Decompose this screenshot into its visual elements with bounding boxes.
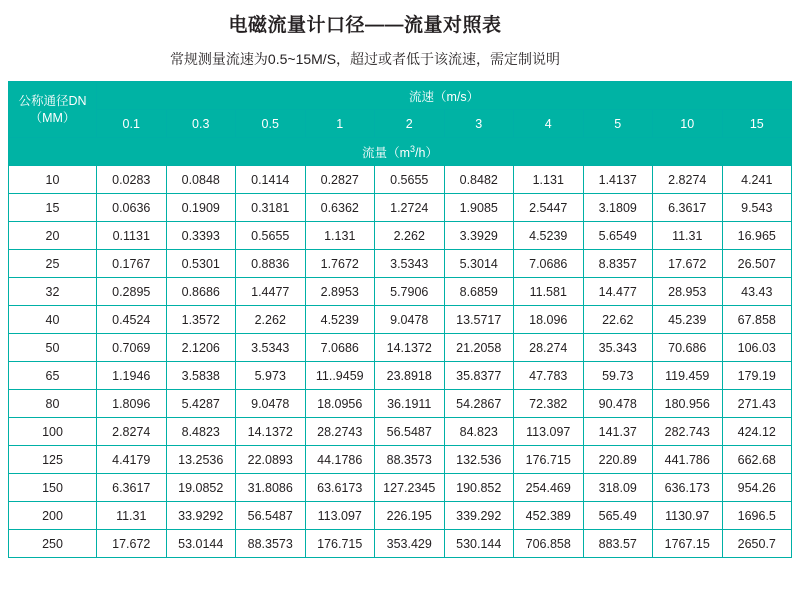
header-cell-flow-group <box>9 138 792 166</box>
cell-value: 0.3181 <box>236 194 306 222</box>
cell-value: 3.5343 <box>236 334 306 362</box>
cell-value: 2.262 <box>236 306 306 334</box>
cell-value: 56.5487 <box>236 502 306 530</box>
cell-value: 43.43 <box>722 278 792 306</box>
cell-value: 176.715 <box>514 446 584 474</box>
header-cell-velocity-3: 1 <box>305 110 375 138</box>
table-body <box>9 166 792 558</box>
table-row <box>9 250 792 278</box>
header-cell-velocity-6: 4 <box>514 110 584 138</box>
cell-value: 0.8686 <box>166 278 236 306</box>
cell-value: 106.03 <box>722 334 792 362</box>
cell-value: 3.3929 <box>444 222 514 250</box>
cell-value: 84.823 <box>444 418 514 446</box>
row-header-dn: 80 <box>9 390 97 418</box>
cell-value: 7.0686 <box>305 334 375 362</box>
cell-value: 2650.7 <box>722 530 792 558</box>
table-row <box>9 474 792 502</box>
cell-value: 141.37 <box>583 418 653 446</box>
header-cell-velocity-group: 流速（m/s） <box>97 82 792 110</box>
row-header-dn: 125 <box>9 446 97 474</box>
cell-value: 28.274 <box>514 334 584 362</box>
cell-value: 11..9459 <box>305 362 375 390</box>
cell-value: 0.1414 <box>236 166 306 194</box>
table-row <box>9 222 792 250</box>
cell-value: 339.292 <box>444 502 514 530</box>
cell-value: 176.715 <box>305 530 375 558</box>
cell-value: 1.3572 <box>166 306 236 334</box>
cell-value: 26.507 <box>722 250 792 278</box>
cell-value: 179.19 <box>722 362 792 390</box>
table-row <box>9 166 792 194</box>
cell-value: 0.1767 <box>97 250 167 278</box>
cell-value: 19.0852 <box>166 474 236 502</box>
header-cell-dn <box>9 82 97 138</box>
cell-value: 88.3573 <box>236 530 306 558</box>
cell-value: 1.131 <box>514 166 584 194</box>
cell-value: 5.7906 <box>375 278 445 306</box>
cell-value: 2.8274 <box>97 418 167 446</box>
cell-value: 2.8274 <box>653 166 723 194</box>
cell-value: 662.68 <box>722 446 792 474</box>
cell-value: 28.953 <box>653 278 723 306</box>
cell-value: 1.131 <box>305 222 375 250</box>
cell-value: 5.4287 <box>166 390 236 418</box>
cell-value: 954.26 <box>722 474 792 502</box>
cell-value: 180.956 <box>653 390 723 418</box>
table-row <box>9 418 792 446</box>
header-cell-velocity-4: 2 <box>375 110 445 138</box>
cell-value: 0.0848 <box>166 166 236 194</box>
cell-value: 2.1206 <box>166 334 236 362</box>
cell-value: 0.4524 <box>97 306 167 334</box>
table-row <box>9 278 792 306</box>
cell-value: 530.144 <box>444 530 514 558</box>
row-header-dn: 50 <box>9 334 97 362</box>
table-row <box>9 362 792 390</box>
cell-value: 0.5655 <box>375 166 445 194</box>
cell-value: 9.0478 <box>236 390 306 418</box>
cell-value: 0.6362 <box>305 194 375 222</box>
cell-value: 282.743 <box>653 418 723 446</box>
row-header-dn: 250 <box>9 530 97 558</box>
cell-value: 8.4823 <box>166 418 236 446</box>
cell-value: 28.2743 <box>305 418 375 446</box>
row-header-dn: 65 <box>9 362 97 390</box>
cell-value: 14.477 <box>583 278 653 306</box>
cell-value: 70.686 <box>653 334 723 362</box>
cell-value: 6.3617 <box>97 474 167 502</box>
cell-value: 33.9292 <box>166 502 236 530</box>
header-cell-velocity-5: 3 <box>444 110 514 138</box>
cell-value: 271.43 <box>722 390 792 418</box>
cell-value: 5.6549 <box>583 222 653 250</box>
header-cell-velocity-0: 0.1 <box>97 110 167 138</box>
cell-value: 1696.5 <box>722 502 792 530</box>
cell-value: 353.429 <box>375 530 445 558</box>
cell-value: 0.3393 <box>166 222 236 250</box>
header-cell-velocity-2: 0.5 <box>236 110 306 138</box>
flow-label-suffix: /h） <box>415 145 438 160</box>
cell-value: 1767.15 <box>653 530 723 558</box>
row-header-dn: 200 <box>9 502 97 530</box>
cell-value: 2.5447 <box>514 194 584 222</box>
flow-label-sup: 3 <box>410 143 416 154</box>
row-header-dn: 25 <box>9 250 97 278</box>
cell-value: 2.262 <box>375 222 445 250</box>
header-row-velocities <box>9 110 792 138</box>
cell-value: 5.973 <box>236 362 306 390</box>
table-row <box>9 390 792 418</box>
cell-value: 11.31 <box>97 502 167 530</box>
header-row-flow-unit <box>9 138 792 166</box>
header-cell-velocity-8: 10 <box>653 110 723 138</box>
cell-value: 45.239 <box>653 306 723 334</box>
cell-value: 3.5838 <box>166 362 236 390</box>
cell-value: 0.1909 <box>166 194 236 222</box>
cell-value: 47.783 <box>514 362 584 390</box>
cell-value: 4.5239 <box>305 306 375 334</box>
header-dn-line2: （MM） <box>29 110 76 125</box>
row-header-dn: 15 <box>9 194 97 222</box>
cell-value: 22.0893 <box>236 446 306 474</box>
cell-value: 3.5343 <box>375 250 445 278</box>
cell-value: 1.4477 <box>236 278 306 306</box>
cell-value: 1.1946 <box>97 362 167 390</box>
cell-value: 706.858 <box>514 530 584 558</box>
cell-value: 18.0956 <box>305 390 375 418</box>
cell-value: 18.096 <box>514 306 584 334</box>
cell-value: 17.672 <box>97 530 167 558</box>
cell-value: 254.469 <box>514 474 584 502</box>
cell-value: 424.12 <box>722 418 792 446</box>
flow-rate-table <box>8 81 792 558</box>
cell-value: 17.672 <box>653 250 723 278</box>
cell-value: 88.3573 <box>375 446 445 474</box>
cell-value: 0.2827 <box>305 166 375 194</box>
cell-value: 23.8918 <box>375 362 445 390</box>
row-header-dn: 100 <box>9 418 97 446</box>
header-cell-velocity-7: 5 <box>583 110 653 138</box>
cell-value: 7.0686 <box>514 250 584 278</box>
cell-value: 35.8377 <box>444 362 514 390</box>
cell-value: 4.241 <box>722 166 792 194</box>
cell-value: 883.57 <box>583 530 653 558</box>
cell-value: 452.389 <box>514 502 584 530</box>
flow-label-prefix: 流量（m <box>362 145 410 160</box>
cell-value: 21.2058 <box>444 334 514 362</box>
cell-value: 4.5239 <box>514 222 584 250</box>
cell-value: 0.8482 <box>444 166 514 194</box>
cell-value: 0.2895 <box>97 278 167 306</box>
row-header-dn: 32 <box>9 278 97 306</box>
page-title: 电磁流量计口径——流量对照表 <box>228 15 502 36</box>
cell-value: 565.49 <box>583 502 653 530</box>
cell-value: 59.73 <box>583 362 653 390</box>
row-header-dn: 150 <box>9 474 97 502</box>
cell-value: 1.7672 <box>305 250 375 278</box>
cell-value: 16.965 <box>722 222 792 250</box>
cell-value: 9.0478 <box>375 306 445 334</box>
table-row <box>9 530 792 558</box>
document-page <box>0 10 776 598</box>
cell-value: 3.1809 <box>583 194 653 222</box>
cell-value: 0.8836 <box>236 250 306 278</box>
cell-value: 1130.97 <box>653 502 723 530</box>
table-row <box>9 334 792 362</box>
cell-value: 14.1372 <box>236 418 306 446</box>
cell-value: 0.1131 <box>97 222 167 250</box>
cell-value: 5.3014 <box>444 250 514 278</box>
cell-value: 0.5655 <box>236 222 306 250</box>
cell-value: 190.852 <box>444 474 514 502</box>
header-cell-velocity-9: 15 <box>722 110 792 138</box>
cell-value: 6.3617 <box>653 194 723 222</box>
table-row <box>9 502 792 530</box>
cell-value: 1.2724 <box>375 194 445 222</box>
header-dn-line1: 公称通径DN <box>18 93 87 108</box>
cell-value: 63.6173 <box>305 474 375 502</box>
cell-value: 127.2345 <box>375 474 445 502</box>
cell-value: 4.4179 <box>97 446 167 474</box>
cell-value: 14.1372 <box>375 334 445 362</box>
cell-value: 36.1911 <box>375 390 445 418</box>
cell-value: 119.459 <box>653 362 723 390</box>
table-row <box>9 446 792 474</box>
table-row <box>9 194 792 222</box>
cell-value: 1.8096 <box>97 390 167 418</box>
cell-value: 441.786 <box>653 446 723 474</box>
cell-value: 31.8086 <box>236 474 306 502</box>
cell-value: 56.5487 <box>375 418 445 446</box>
cell-value: 72.382 <box>514 390 584 418</box>
cell-value: 9.543 <box>722 194 792 222</box>
page-subtitle: 常规测量流速为0.5~15M/S，超过或者低于该流速，需定制说明 <box>169 51 561 67</box>
cell-value: 90.478 <box>583 390 653 418</box>
cell-value: 113.097 <box>514 418 584 446</box>
cell-value: 1.4137 <box>583 166 653 194</box>
cell-value: 8.8357 <box>583 250 653 278</box>
table-header <box>9 82 792 166</box>
table-row <box>9 306 792 334</box>
cell-value: 8.6859 <box>444 278 514 306</box>
cell-value: 13.2536 <box>166 446 236 474</box>
cell-value: 636.173 <box>653 474 723 502</box>
row-header-dn: 40 <box>9 306 97 334</box>
cell-value: 13.5717 <box>444 306 514 334</box>
header-row-group <box>9 82 792 110</box>
cell-value: 35.343 <box>583 334 653 362</box>
cell-value: 113.097 <box>305 502 375 530</box>
cell-value: 67.858 <box>722 306 792 334</box>
cell-value: 54.2867 <box>444 390 514 418</box>
cell-value: 11.31 <box>653 222 723 250</box>
cell-value: 2.8953 <box>305 278 375 306</box>
cell-value: 220.89 <box>583 446 653 474</box>
cell-value: 1.9085 <box>444 194 514 222</box>
cell-value: 44.1786 <box>305 446 375 474</box>
cell-value: 11.581 <box>514 278 584 306</box>
cell-value: 53.0144 <box>166 530 236 558</box>
cell-value: 132.536 <box>444 446 514 474</box>
header-cell-velocity-1: 0.3 <box>166 110 236 138</box>
cell-value: 0.7069 <box>97 334 167 362</box>
cell-value: 22.62 <box>583 306 653 334</box>
cell-value: 0.0636 <box>97 194 167 222</box>
row-header-dn: 20 <box>9 222 97 250</box>
cell-value: 0.0283 <box>97 166 167 194</box>
row-header-dn: 10 <box>9 166 97 194</box>
cell-value: 318.09 <box>583 474 653 502</box>
cell-value: 226.195 <box>375 502 445 530</box>
cell-value: 0.5301 <box>166 250 236 278</box>
